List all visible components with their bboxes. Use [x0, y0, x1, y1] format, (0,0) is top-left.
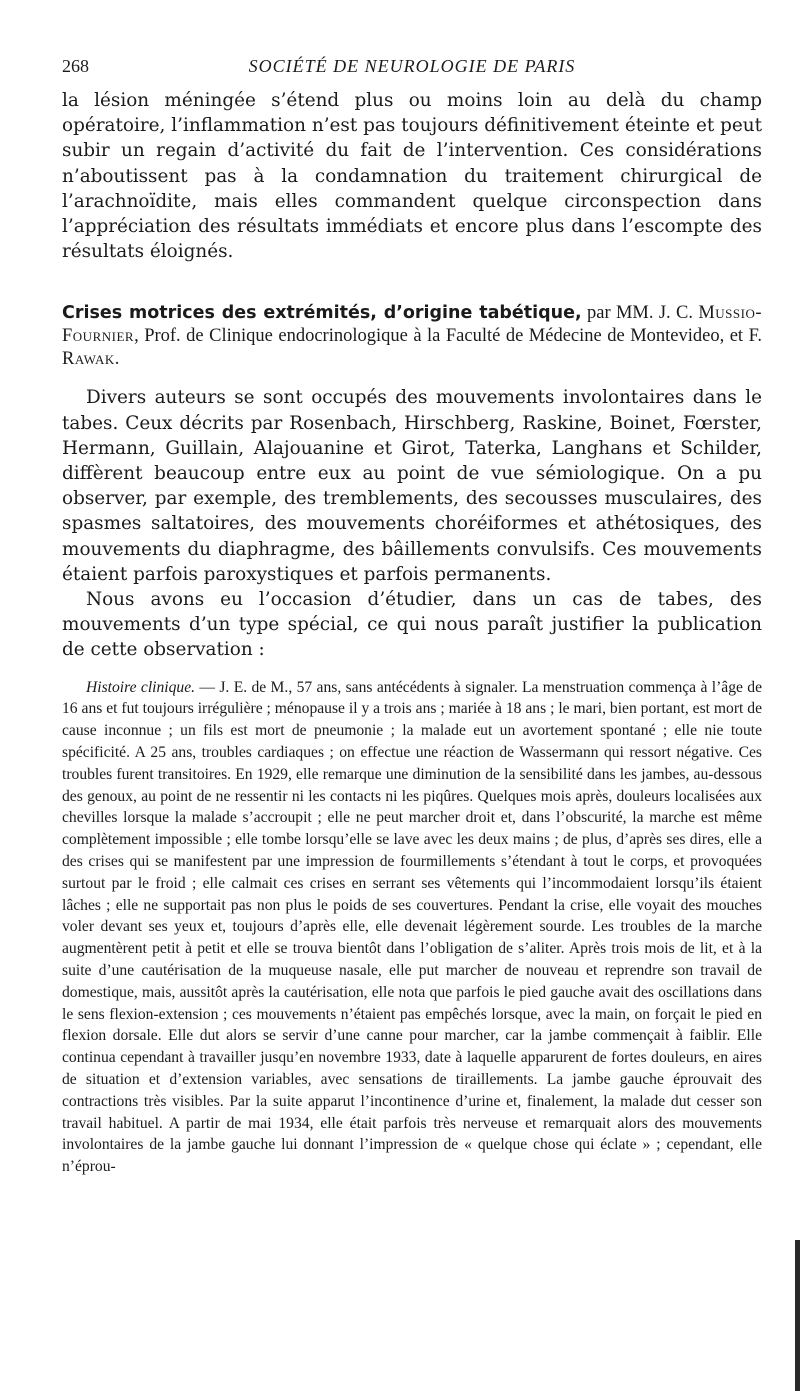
body-paragraph-2: Nous avons eu l’occasion d’étudier, dans un cas de tabes, des mouvements d’un type spécial, ce qui nous paraît justifier la publication de cette observation : [62, 589, 762, 661]
scan-edge-mark [795, 1240, 800, 1391]
article-heading [62, 302, 762, 371]
page-header [62, 56, 762, 82]
author-name-1: Mussio-Fournier [62, 303, 762, 347]
article-by: par MM. J. C. [581, 303, 699, 324]
intro-paragraph: la lésion méningée s’étend plus ou moins loin au delà du champ opératoire, l’inflammation n’est pas toujours définitivement éteinte et peut subir un regain d’activité du fait de l’intervention. Ces considérations n’aboutissent pas à la condamnation du traitement chirurgical de l’arachnoïdite, mais elles commandent quelque circonspection dans l’appréciation des résultats immédiats et encore plus dans l’escompte des résultats éloignés. [62, 90, 762, 263]
body-paragraph-1: Divers auteurs se sont occupés des mouvements involontaires dans le tabes. Ceux décrits par Rosenbach, Hirschberg, Raskine, Boinet, Fœrster, Hermann, Guillain, Alajouanine et Girot, Taterka, Langhans et Schilder, diffèrent beaucoup entre eux au point de vue sémiologique. On a pu observer, par exemple, des tremblements, des secousses musculaires, des spasmes saltatoires, des mouvements choréiformes et athétosiques, des mouvements du diaphragme, des bâillements convulsifs. Ces mouvements étaient parfois paroxystiques et parfois permanents. [62, 387, 762, 585]
page-number: 268 [62, 56, 89, 76]
article-heading-end: . [114, 349, 120, 370]
clinical-history-text: — J. E. de M., 57 ans, sans antécédents à signaler. La menstruation commença à l’âge de 16 ans et fut toujours irrégulière ; ménopause il y a trois ans ; mariée à 18 ans ; le mari, bien portant, est mort de cause inconnue ; un fils est mort de pneumonie ; la malade eut un avortement spontané ; elle nie toute spécificité. A 25 ans, troubles cardiaques ; on effectue une réaction de Wassermann qui ressort négative. Ces troubles furent transitoires. En 1929, elle remarque une diminution de la sensibilité dans les jambes, au-dessous des genoux, au point de ne ressentir ni les contacts ni les piqûres. Quelques mois après, douleurs localisées aux chevilles lorsque la malade s’accroupit ; elle ne peut marcher droit et, dans l’obscurité, la marche est même complètement impossible ; elle tombe lorsqu’elle se lave avec les deux mains ; de plus, d’après ses dires, elle a des crises qui se manifestent par une impression de fourmillements s’étendant à tout le corps, et provoquées surtout par le froid ; elle calmait ces crises en serrant ses vêtements qui l’incommodaient lorsqu’ils étaient lâches ; elle ne supportait pas non plus le poids de ses couvertures. Pendant la crise, elle voyait des mouches voler devant ses yeux et, toujours d’après elle, elle devenait légèrement sourde. Les troubles de la marche augmentèrent petit à petit et elle se trouva bientôt dans l’obligation de s’aliter. Après trois mois de lit, et à la suite d’une cautérisation de la muqueuse nasale, elle put marcher de nouveau et reprendre son travail de domestique, mais, aussitôt après la cautérisation, elle nota que parfois le pied gauche avait des oscillations dans le sens flexion-extension ; ces mouvements n’étaient pas empêchés lorsque, avec la main, on forçait le pied en flexion dorsale. Elle dut alors se servir d’une canne pour marcher, car la jambe commençait à faiblir. Elle continua cependant à travailler jusqu’en novembre 1933, date à laquelle apparurent de fortes douleurs, en aires de situation et d’extension variables, avec sensations de tiraillements. La jambe gauche éprouvait des contractions très visibles. Par la suite apparut l’incontinence d’urine et, finalement, la malade dut cesser son travail habituel. A partir de mai 1934, elle était parfois très nerveuse et remarquait alors des mouvements involontaires de la jambe gauche lui donnant l’impression de « quelque chose qui éclate » ; cependant, elle n’éprou- [62, 678, 762, 1176]
running-title: SOCIÉTÉ DE NEUROLOGIE DE PARIS [248, 56, 576, 76]
article-title: Crises motrices des extrémités, d’origine tabétique, [62, 303, 582, 324]
author-affiliation: , Prof. de Clinique endocrinologique à la Faculté de Médecine de Montevideo, et F. [134, 326, 762, 347]
clinical-history-paragraph [62, 677, 762, 1178]
clinical-history-label: Histoire clinique. [86, 678, 196, 696]
author-name-2: Rawak [62, 349, 115, 370]
book-page [62, 56, 762, 1194]
